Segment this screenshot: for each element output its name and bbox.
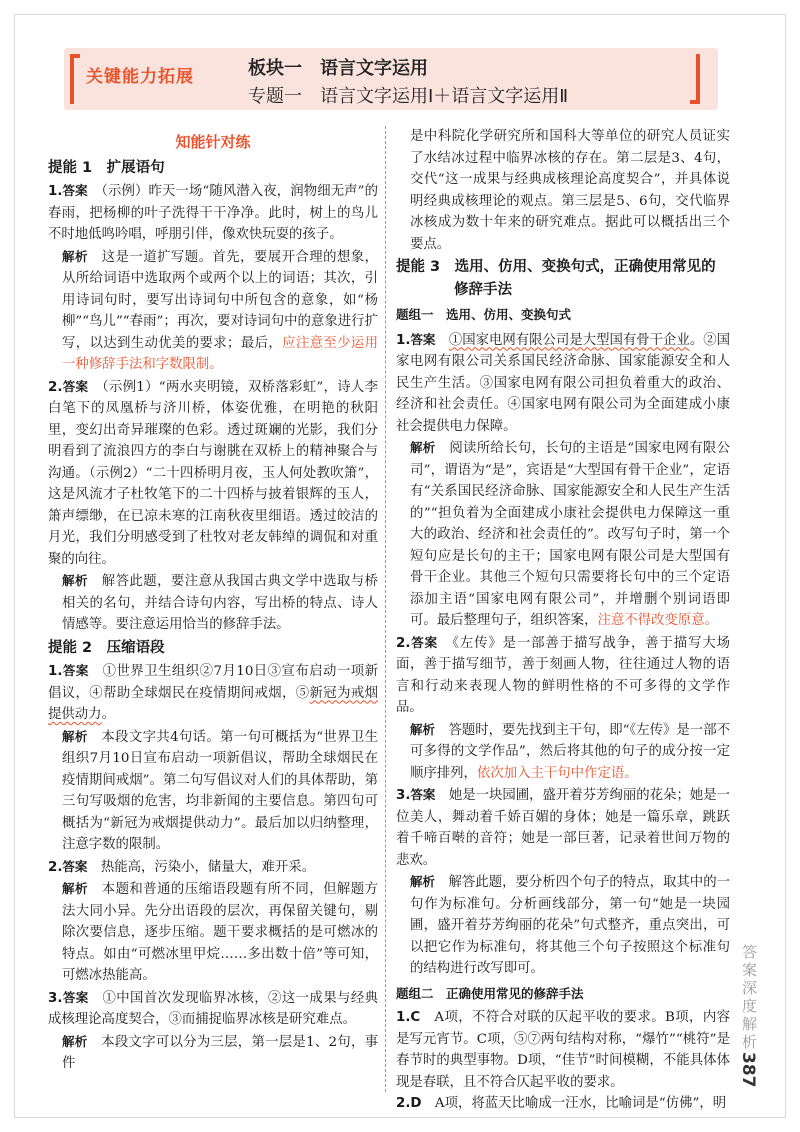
ability-title: 扩展语句 [106, 159, 165, 176]
answer-item: 2.答案 《左传》是一部善于描写战争，善于描写大场面，善于描写细节，善于刻画人物，往往通过人物的语言和行动来表现人物的鲜明性格的不可多得的文学作品。 [396, 634, 730, 715]
answer-tag: 答案 [62, 183, 88, 198]
analysis-text: 解答此题，要注意从我国古典文学中选取与桥相关的名句，并结合诗句内容，写出桥的特点、诗人情感等。要注意运用恰当的修辞手法。 [62, 574, 378, 632]
ability-title: 压缩语段 [106, 639, 165, 656]
right-column [396, 126, 730, 1115]
analysis-tag: 解析 [410, 874, 436, 889]
answer-item: 1.答案 （示例）昨天一场“随风潜入夜，润物细无声”的春雨，把杨柳的叶子洗得干干净净。此时，树上的鸟儿不时地低鸣吟唱，呼朋引伴，像欢快玩耍的孩子。 [48, 183, 379, 242]
page-number: 387 [738, 1052, 758, 1088]
answer-tag: 答案 [62, 989, 89, 1005]
answer-item: 1.答案 ①世界卫生组织②7月10日③宣布启动一项新倡议，④帮助全球烟民在疫情期间戒烟，⑤新冠为戒烟提供动力。 [48, 663, 378, 722]
group-heading-1: 题组一 选用、仿用、变换句式 [396, 307, 572, 322]
highlight-text: 注意不得改变原意。 [597, 613, 718, 628]
answer-item: 2.D A项，将蓝天比喻成一汪水，比喻词是“仿佛”，明 [396, 1096, 727, 1111]
analysis-tag: 解析 [62, 1033, 88, 1049]
ability-heading-1 [48, 158, 378, 180]
banner-label: 关键能力拓展 [86, 67, 194, 87]
left-column [48, 126, 378, 1075]
ability-heading-2 [48, 638, 378, 660]
answer-item: 1.答案 ①国家电网有限公司是大型国有骨干企业。②国家电网有限公司关系国民经济命脉、国家能源安全和人民生产生活。③国家电网有限公司担负着重大的政治、经济和社会责任。④国家电网有限公司为全面建成小康社会提供电力保障。 [396, 331, 731, 434]
analysis-tag: 解析 [62, 881, 88, 896]
ability-heading-3 [396, 257, 730, 279]
ability-title-continuation: 修辞手法 [454, 281, 512, 298]
answer-tag: 答案 [410, 787, 436, 802]
group-heading-2: 题组二 正确使用常见的修辞手法 [396, 985, 584, 1001]
section-title: 知能针对练 [175, 133, 251, 151]
answer-text: 热能高，污染小，储量大，难开采。 [100, 859, 316, 875]
analysis-tag: 解析 [410, 721, 436, 737]
analysis-item [48, 246, 378, 376]
analysis-item [48, 1031, 378, 1075]
ability-number: 提能 2 [48, 639, 93, 656]
answer-item: 1.C A项，不符合对联的仄起平收的要求。B项，内容是写元宵节。C项，⑤⑦两句结构对称，“爆竹”“桃符”是春节时的典型事物。D项，“佳节”时间模糊，不能具体体现是春联，且不符合仄起平收的要求。 [396, 1010, 731, 1090]
analysis-text: 本段文字可以分为三层，第一层是1、2句，事件 [62, 1034, 379, 1071]
answer-text: ①中国首次发现临界冰核，②这一成果与经典成核理论高度契合，③而捕捉临界冰核是研究难点。 [48, 990, 379, 1027]
analysis-tag: 解析 [62, 248, 88, 264]
choice-answer: C [410, 1010, 421, 1025]
ability-number: 提能 3 [396, 259, 441, 275]
answer-tag: 答案 [410, 634, 439, 650]
analysis-item [48, 726, 378, 856]
answer-text: 她是一块园圃，盛开着芬芳绚丽的花朵；她是一位美人，舞动着千娇百媚的身体；她是一篇乐章，跳跃着千啼百啭的音符；她是一部巨著，记录着世间万物的悲欢。 [396, 788, 731, 868]
answer-text: A项，不符合对联的仄起平收的要求。B项，内容是写元宵节。C项，⑤⑦两句结构对称，“爆竹”“桃符”是春节时的典型事物。D项，“佳节”时间模糊，不能具体体现是春联，且不符合仄起平收的要求。 [396, 1010, 731, 1090]
answer-text: 。②国家电网有限公司关系国民经济命脉、国家能源安全和人民生产生活。③国家电网有限公司担负着重大的政治、经济和社会责任。④国家电网有限公司为全面建成小康社会提供电力保障。 [396, 332, 731, 434]
highlight-text: 应注意至少运用一种修辞手法和字数限制。 [62, 335, 378, 372]
answer-text: （示例1）“两水夹明镜，双桥落彩虹”，诗人李白笔下的凤凰桥与济川桥，体姿优雅，在明艳的秋阳里，变幻出奇异璀璨的色彩。透过斑斓的光影，我们分明看到了流浪四方的李白与谢朓在双桥上的精神聚合与沟通。（示例2）“二十四桥明月夜，玉人何处教吹箫”，这是风流才子杜牧笔下的二十四桥与披着银辉的玉人，箫声缥缈，在已凉未寒的江南秋夜里细语。透过皎洁的月光，我们分明感受到了杜牧对老友韩绰的调侃和对重聚的向往。 [48, 379, 378, 567]
side-label: 答案深度解析 [740, 944, 758, 1052]
analysis-text: 答题时，要先找到主干句，即“《左传》是一部不可多得的文学作品”，然后将其他的句子的成分按一定顺序排列， [410, 722, 730, 781]
analysis-item [396, 871, 730, 980]
answer-text: 《左传》是一部善于描写战争，善于描写大场面，善于描写细节，善于刻画人物，往往通过人物的语言和行动来表现人物的鲜明性格的不可多得的文学作品。 [396, 635, 730, 715]
analysis-item [48, 570, 378, 636]
wavy-underlined-text: 新冠为戒烟提供动力 [48, 685, 378, 722]
analysis-tag: 解析 [410, 440, 436, 455]
analysis-item [48, 878, 378, 987]
analysis-text: 本题和普通的压缩语段题有所不同，但解题方法大同小异。先分出语段的层次，再保留关键句，剔除次要信息，逐步压缩。题干要求概括的是可燃冰的特点。如由“可燃冰里甲烷……多出数十倍”等可知，可燃冰热能高。 [62, 882, 378, 983]
analysis-continuation: 是中科院化学研究所和国科大等单位的研究人员证实了水结冰过程中临界冰核的存在。第二层是3、4句，交代“这一成果与经典成核理论高度契合”，并具体说明经典成核理论的观点。第三层是5、6句，交代临界冰核成为数十年来的研究难点。据此可以概括出三个要点。 [410, 129, 730, 252]
analysis-item [396, 437, 730, 632]
analysis-tag: 解析 [62, 728, 88, 744]
analysis-text: 这是一道扩写题。首先，要展开合理的想象，从所给词语中选取两个或两个以上的词语；其次，引用诗词句时，要写出诗词句中所包含的意象，如“杨柳”“鸟儿”“春雨”；再次，要对诗词句中的意象进行扩写，以达到生动优美的要求；最后， [62, 249, 378, 351]
ability-title: 选用、仿用、变换句式，正确使用常见的 [454, 259, 716, 275]
analysis-text: 阅读所给长句，长句的主语是“国家电网有限公司”，谓语为“是”，宾语是“大型国有骨干企业”，定语有“关系国民经济命脉、国家能源安全和人民生产生活的”“担负着为全面建成小康社会提供电力保障这一重大的政治、经济和社会责任的”。改写句子时，第一个短句应是长句的主干；国家电网有限公司是大型国有骨干企业。其他三个短句只需要将长句中的三个定语添加主语“国家电网有限公司”，并增删个别词语即可。最后整理句子，组织答案， [410, 441, 730, 628]
choice-answer: D [410, 1096, 422, 1111]
right-bracket-decoration [690, 54, 700, 104]
answer-item: 3.答案 ①中国首次发现临界冰核，②这一成果与经典成核理论高度契合，③而捕捉临界冰核是研究难点。 [48, 989, 379, 1027]
answer-item: 2.答案 热能高，污染小，储量大，难开采。 [48, 858, 316, 875]
analysis-text: 本段文字共4句话。第一句可概括为“世界卫生组织7月10日宣布启动一项新倡议，帮助全球烟民在疫情期间戒烟”。第二句写倡议对人们的具体帮助，第三句写吸烟的危害，均非新闻的主要信息。第四句可概括为“新冠为戒烟提供动力”。最后加以归纳整理，注意字数的限制。 [62, 729, 378, 852]
banner-block-title: 板块一 语言文字运用 [248, 58, 428, 79]
answer-text: A项，将蓝天比喻成一汪水，比喻词是“仿佛”，明 [434, 1096, 727, 1111]
answer-tag: 答案 [410, 331, 436, 347]
left-bracket-decoration [70, 54, 80, 104]
answer-text: （示例）昨天一场“随风潜入夜，润物细无声”的春雨，把杨柳的叶子洗得干干净净。此时，树上的鸟儿不时地低鸣吟唱，呼朋引伴，像欢快玩耍的孩子。 [48, 184, 379, 242]
column-divider [385, 126, 386, 1092]
analysis-tag: 解析 [62, 573, 88, 588]
answer-text: ①世界卫生组织②7月10日③宣布启动一项新倡议，④帮助全球烟民在疫情期间戒烟，⑤ [48, 664, 378, 701]
answer-tag: 答案 [62, 858, 88, 874]
answer-tag: 答案 [62, 663, 89, 678]
answer-tag: 答案 [62, 378, 89, 394]
analysis-text: 解答此题，要分析四个句子的特点，取其中的一句作为标准句。分析画线部分，第一句“她是一块园圃，盛开着芬芳绚丽的花朵”句式整齐，重点突出，可以把它作为标准句，将其他三个句子按照这个标准句的结构进行改写即可。 [410, 875, 731, 976]
highlight-text: 依次加入主干句中作定语。 [476, 765, 638, 781]
analysis-item [396, 719, 730, 785]
answer-item: 2.答案 （示例1）“两水夹明镜，双桥落彩虹”，诗人李白笔下的凤凰桥与济川桥，体姿优雅，在明艳的秋阳里，变幻出奇异璀璨的色彩。透过斑斓的光影，我们分明看到了流浪四方的李白与谢朓在双桥上的精神聚合与沟通。（示例2）“二十四桥明月夜，玉人何处教吹箫”，这是风流才子杜牧笔下的二十四桥与披着银辉的玉人，箫声缥缈，在已凉未寒的江南秋夜里细语。透过皎洁的月光，我们分明感受到了杜牧对老友韩绰的调侃和对重聚的向往。 [48, 378, 378, 567]
answer-item: 3.答案 她是一块园圃，盛开着芬芳绚丽的花朵；她是一位美人，舞动着千娇百媚的身体；她是一篇乐章，跳跃着千啼百啭的音符；她是一部巨著，记录着世间万物的悲欢。 [396, 787, 731, 868]
wavy-underlined-text: ①国家电网有限公司是大型国有骨干企业 [448, 332, 690, 348]
banner-topic-title: 专题一 语言文字运用Ⅰ＋语言文字运用Ⅱ [248, 86, 569, 107]
ability-number: 提能 1 [48, 159, 93, 176]
